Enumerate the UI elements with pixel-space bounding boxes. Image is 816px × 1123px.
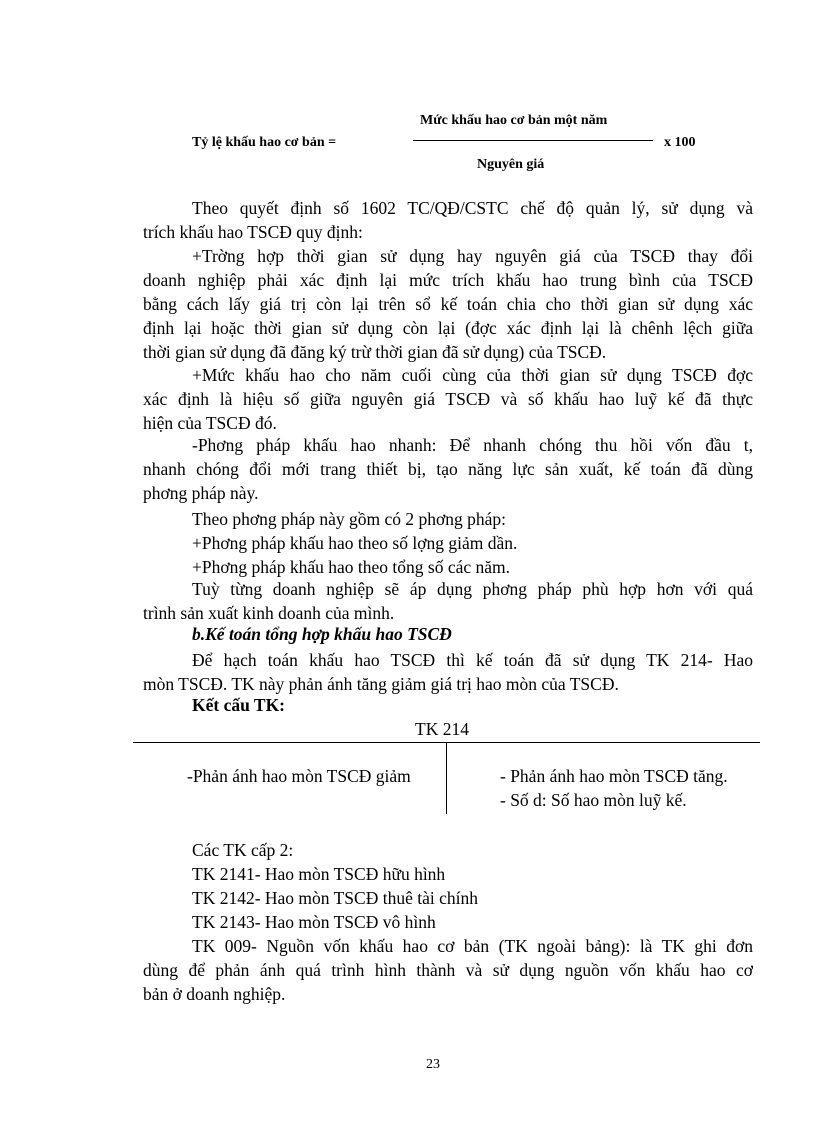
text-line: mòn TSCĐ. TK này phản ánh tăng giảm giá trị hao mòn của TSCĐ. xyxy=(143,674,619,694)
text-line: Theo quyết định số 1602 TC/QĐ/CSTC chế độ quản lý, sử dụng và xyxy=(192,198,753,218)
text-line: bằng cách lấy giá trị còn lại trên sổ kế toán chia cho thời gian sử dụng xác xyxy=(143,294,753,314)
text-line: trích khấu hao TSCĐ quy định: xyxy=(143,222,363,242)
text-line: +Phơng pháp khấu hao theo số lợng giảm dần. xyxy=(192,533,518,553)
text-line: +Phơng pháp khấu hao theo tổng số các năm. xyxy=(192,557,511,577)
t-account-credit-entry: - Phản ánh hao mòn TSCĐ tăng. xyxy=(500,766,728,786)
list-item: TK 2143- Hao mòn TSCĐ vô hình xyxy=(192,912,436,932)
paragraph-accelerated xyxy=(143,433,753,505)
text-line: bản ở doanh nghiệp. xyxy=(143,984,286,1004)
text-line: +Trờng hợp thời gian sử dụng hay nguyên giá của TSCĐ thay đổi xyxy=(192,246,753,266)
text-line: nhanh chóng đổi mới trang thiết bị, tạo năng lực sản xuất, kế toán đã dùng xyxy=(143,459,753,479)
text-line: Theo phơng pháp này gồm có 2 phơng pháp: xyxy=(192,509,507,529)
formula-multiplier: x 100 xyxy=(664,135,696,150)
text-line: Tuỳ từng doanh nghiệp sẽ áp dụng phơng pháp phù hợp hơn với quá xyxy=(192,579,753,599)
paragraph-decision xyxy=(143,196,753,244)
formula-numerator: Mức khấu hao cơ bản một năm xyxy=(420,113,608,128)
t-account-title: TK 214 xyxy=(415,719,469,739)
paragraph-change-case xyxy=(143,244,753,364)
text-line: xác định là hiệu số giữa nguyên giá TSCĐ và số khấu hao luỹ kế đã thực xyxy=(143,389,753,409)
paragraph-methods xyxy=(143,507,753,579)
paragraph-tk009 xyxy=(143,934,753,1006)
text-line: Để hạch toán khấu hao TSCĐ thì kế toán đã sử dụng TK 214- Hao xyxy=(192,650,753,670)
text-line: thời gian sử dụng đã đăng ký trừ thời gian đã sử dụng) của TSCĐ. xyxy=(143,342,607,362)
level2-accounts xyxy=(143,838,753,934)
text-line: TK 009- Nguồn vốn khấu hao cơ bản (TK ngoài bảng): là TK ghi đơn xyxy=(192,936,753,956)
section-heading: b.Kế toán tổng hợp khấu hao TSCĐ xyxy=(192,624,452,644)
text-line: doanh nghiệp phải xác định lại mức trích khấu hao trung bình của TSCĐ xyxy=(143,270,753,290)
text-line: trình sản xuất kinh doanh của mình. xyxy=(143,603,395,623)
text-line: -Phơng pháp khấu hao nhanh: Để nhanh chóng thu hồi vốn đầu t, xyxy=(192,435,753,455)
paragraph-choice xyxy=(143,577,753,625)
text-line: +Mức khấu hao cho năm cuối cùng của thời gian sử dụng TSCĐ đợc xyxy=(192,365,753,385)
formula-denominator: Nguyên giá xyxy=(477,157,545,172)
page-number: 23 xyxy=(426,1057,440,1072)
fraction-bar xyxy=(413,140,653,141)
text-line: dùng để phản ánh quá trình hình thành và sử dụng nguồn vốn khấu hao cơ xyxy=(143,960,753,980)
text-line: phơng pháp này. xyxy=(143,483,259,503)
text-line: hiện của TSCĐ đó. xyxy=(143,413,277,433)
list-item: TK 2142- Hao mòn TSCĐ thuê tài chính xyxy=(192,888,478,908)
paragraph-section-intro xyxy=(143,648,753,696)
level2-heading: Các TK cấp 2: xyxy=(192,840,294,860)
list-item: TK 2141- Hao mòn TSCĐ hữu hình xyxy=(192,864,446,884)
t-account-credit-balance: - Số d: Số hao mòn luỹ kế. xyxy=(500,790,687,810)
formula-left-label: Tỷ lệ khấu hao cơ bản = xyxy=(192,135,337,150)
t-account-divider xyxy=(446,742,447,814)
structure-heading: Kết cấu TK: xyxy=(192,695,286,715)
text-line: định lại hoặc thời gian sử dụng còn lại (đợc xác định lại là chênh lệch giữa xyxy=(143,318,753,338)
paragraph-final-year xyxy=(143,363,753,435)
t-account-debit-entry: -Phản ánh hao mòn TSCĐ giảm xyxy=(187,766,411,786)
